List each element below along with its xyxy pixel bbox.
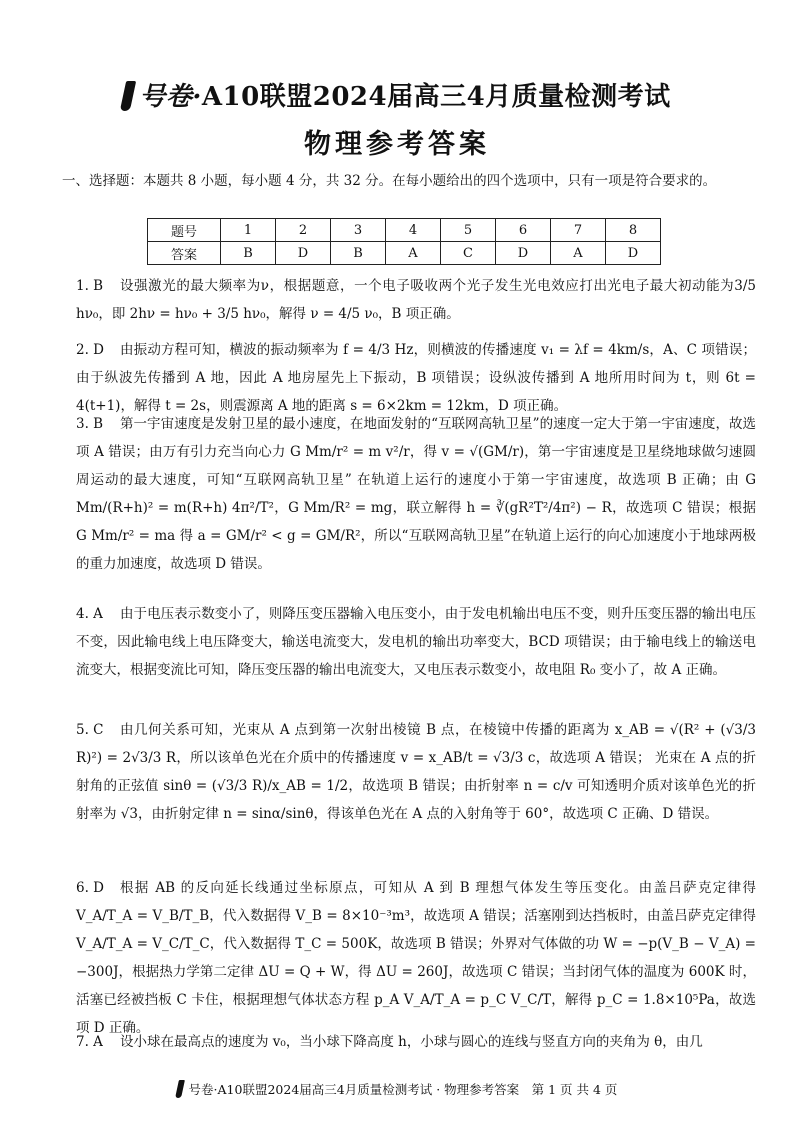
brand-name: 号卷· bbox=[139, 82, 202, 112]
page-subtitle: 物理参考答案 bbox=[304, 129, 490, 160]
question-number: 6. D bbox=[76, 880, 104, 896]
question-text: 由几何关系可知，光束从 A 点到第一次射出棱镜 B 点，在棱镜中传播的距离为 x_AB = √(R² + (√3/3 R)²) = 2√3/3 R，所以该单色光在介质中的传播速度 v = x_AB/t = √3/3 c，故选项 A 错误； 光束在 A 点的折射角的正弦值 sinθ = (√3/3 R)/x_AB = 1/2，故选项 B 错误；由折射率 n = c/v 可知透明介质对该单色光的折射率为 √3，由折射定律 n = sinα/sinθ，得该单色光在 A 点的入射角等于 60°，故选项 C 正确、D 错误。 bbox=[76, 722, 756, 822]
table-cell: A bbox=[551, 242, 606, 265]
question-1 bbox=[76, 272, 756, 328]
table-cell: D bbox=[496, 242, 551, 265]
table-cell: D bbox=[606, 242, 661, 265]
table-cell: 3 bbox=[331, 219, 386, 242]
table-cell: B bbox=[221, 242, 276, 265]
table-cell: C bbox=[441, 242, 496, 265]
table-cell: A bbox=[386, 242, 441, 265]
question-number: 2. D bbox=[76, 342, 104, 358]
answer-table bbox=[147, 218, 661, 265]
table-cell: 7 bbox=[551, 219, 606, 242]
question-text: 由于电压表示数变小了，则降压变压器输入电压变小，由于发电机输出电压不变，则升压变压器的输出电压不变，因此输电线上电压降变大，输送电流变大，发电机的输出功率变大，BCD 项错误；由于输电线上的输送电流变大，根据变流比可知，降压变压器的输出电流变大，又电压表示数变小，故电阻 R₀ 变小了，故 A 正确。 bbox=[76, 606, 756, 678]
question-4 bbox=[76, 600, 756, 684]
question-number: 5. C bbox=[76, 722, 104, 738]
table-cell: 1 bbox=[221, 219, 276, 242]
table-cell: 5 bbox=[441, 219, 496, 242]
table-header-cell: 答案 bbox=[148, 242, 221, 265]
question-text: 设小球在最高点的速度为 v₀，当小球下降高度 h，小球与圆心的连线与竖直方向的夹角为 θ，由几 bbox=[120, 1034, 703, 1050]
table-row bbox=[148, 219, 661, 242]
question-3 bbox=[76, 410, 756, 578]
page-footer bbox=[0, 1080, 794, 1098]
exam-title: A10联盟2024届高三4月质量检测考试 bbox=[201, 82, 671, 112]
table-cell: D bbox=[276, 242, 331, 265]
question-6 bbox=[76, 874, 756, 1042]
footer-text: A10联盟2024届高三4月质量检测考试 · 物理参考答案 第 1 页 共 4 页 bbox=[217, 1082, 618, 1097]
question-number: 1. B bbox=[76, 278, 104, 294]
brush-logo-icon bbox=[175, 1080, 185, 1098]
table-cell: 4 bbox=[386, 219, 441, 242]
question-text: 第一宇宙速度是发射卫星的最小速度，在地面发射的“互联网高轨卫星”的速度一定大于第一宇宙速度，故选项 A 错误；由万有引力充当向心力 G Mm/r² = m v²/r，得 v = √(GM/r)，第一宇宙速度是卫星绕地球做匀速圆周运动的最大速度，可知“互联网高轨卫星” 在轨道上运行的速度小于第一宇宙速度，故选项 B 正确；由 G Mm/(R+h)² = m(R+h) 4π²/T²，G Mm/R² = mg，联立解得 h = ∛(gR²T²/4π²) − R，故选项 C 错误；根据 G Mm/r² = ma 得 a = GM/r² < g = GM/R²，所以“互联网高轨卫星”在轨道上运行的向心加速度小于地球两极的重力加速度，故选项 D 错误。 bbox=[76, 416, 756, 572]
table-header-cell: 题号 bbox=[148, 219, 221, 242]
question-7 bbox=[76, 1028, 756, 1056]
question-number: 3. B bbox=[76, 416, 104, 432]
question-text: 根据 AB 的反向延长线通过坐标原点，可知从 A 到 B 理想气体发生等压变化。由盖吕萨克定律得 V_A/T_A = V_B/T_B，代入数据得 V_B = 8×10⁻³m³，故选项 A 错误；活塞刚到达挡板时，由盖吕萨克定律得 V_A/T_A = V_C/T_C，代入数据得 T_C = 500K，故选项 B 错误；外界对气体做的功 W = −p(V_B − V_A) = −300J，根据热力学第二定律 ΔU = Q + W，得 ΔU = 260J，故选项 C 错误；当封闭气体的温度为 600K 时，活塞已经被挡板 C 卡住，根据理想气体状态方程 p_A V_A/T_A = p_C V_C/T，解得 p_C = 1.8×10⁵Pa，故选项 D 正确。 bbox=[76, 880, 756, 1036]
section-intro: 一、选择题：本题共 8 小题，每小题 4 分，共 32 分。在每小题给出的四个选项中，只有一项是符合要求的。 bbox=[62, 173, 717, 189]
table-cell: 6 bbox=[496, 219, 551, 242]
question-text: 由振动方程可知，横波的振动频率为 f = 4/3 Hz，则横波的传播速度 v₁ = λf = 4km/s，A、C 项错误；由于纵波先传播到 A 地，因此 A 地房屋先上下振动，B 项错误；设纵波传播到 A 地所用时间为 t，则 6t = 4(t+1)，解得 t = 2s，则震源离 A 地的距离 s = 6×2km = 12km，D 项正确。 bbox=[76, 342, 756, 414]
page-title bbox=[0, 80, 794, 114]
table-cell: B bbox=[331, 242, 386, 265]
brush-logo-icon bbox=[120, 81, 136, 111]
question-2 bbox=[76, 336, 756, 420]
footer-brand: 号卷· bbox=[188, 1082, 218, 1097]
question-text: 设强激光的最大频率为ν，根据题意，一个电子吸收两个光子发生光电效应打出光电子最大初动能为3/5 hν₀，即 2hν = hν₀ + 3/5 hν₀，解得 ν = 4/5 ν₀，B 项正确。 bbox=[76, 278, 756, 322]
table-cell: 2 bbox=[276, 219, 331, 242]
question-5 bbox=[76, 716, 756, 828]
table-cell: 8 bbox=[606, 219, 661, 242]
question-number: 4. A bbox=[76, 606, 103, 622]
table-row bbox=[148, 242, 661, 265]
question-number: 7. A bbox=[76, 1034, 103, 1050]
